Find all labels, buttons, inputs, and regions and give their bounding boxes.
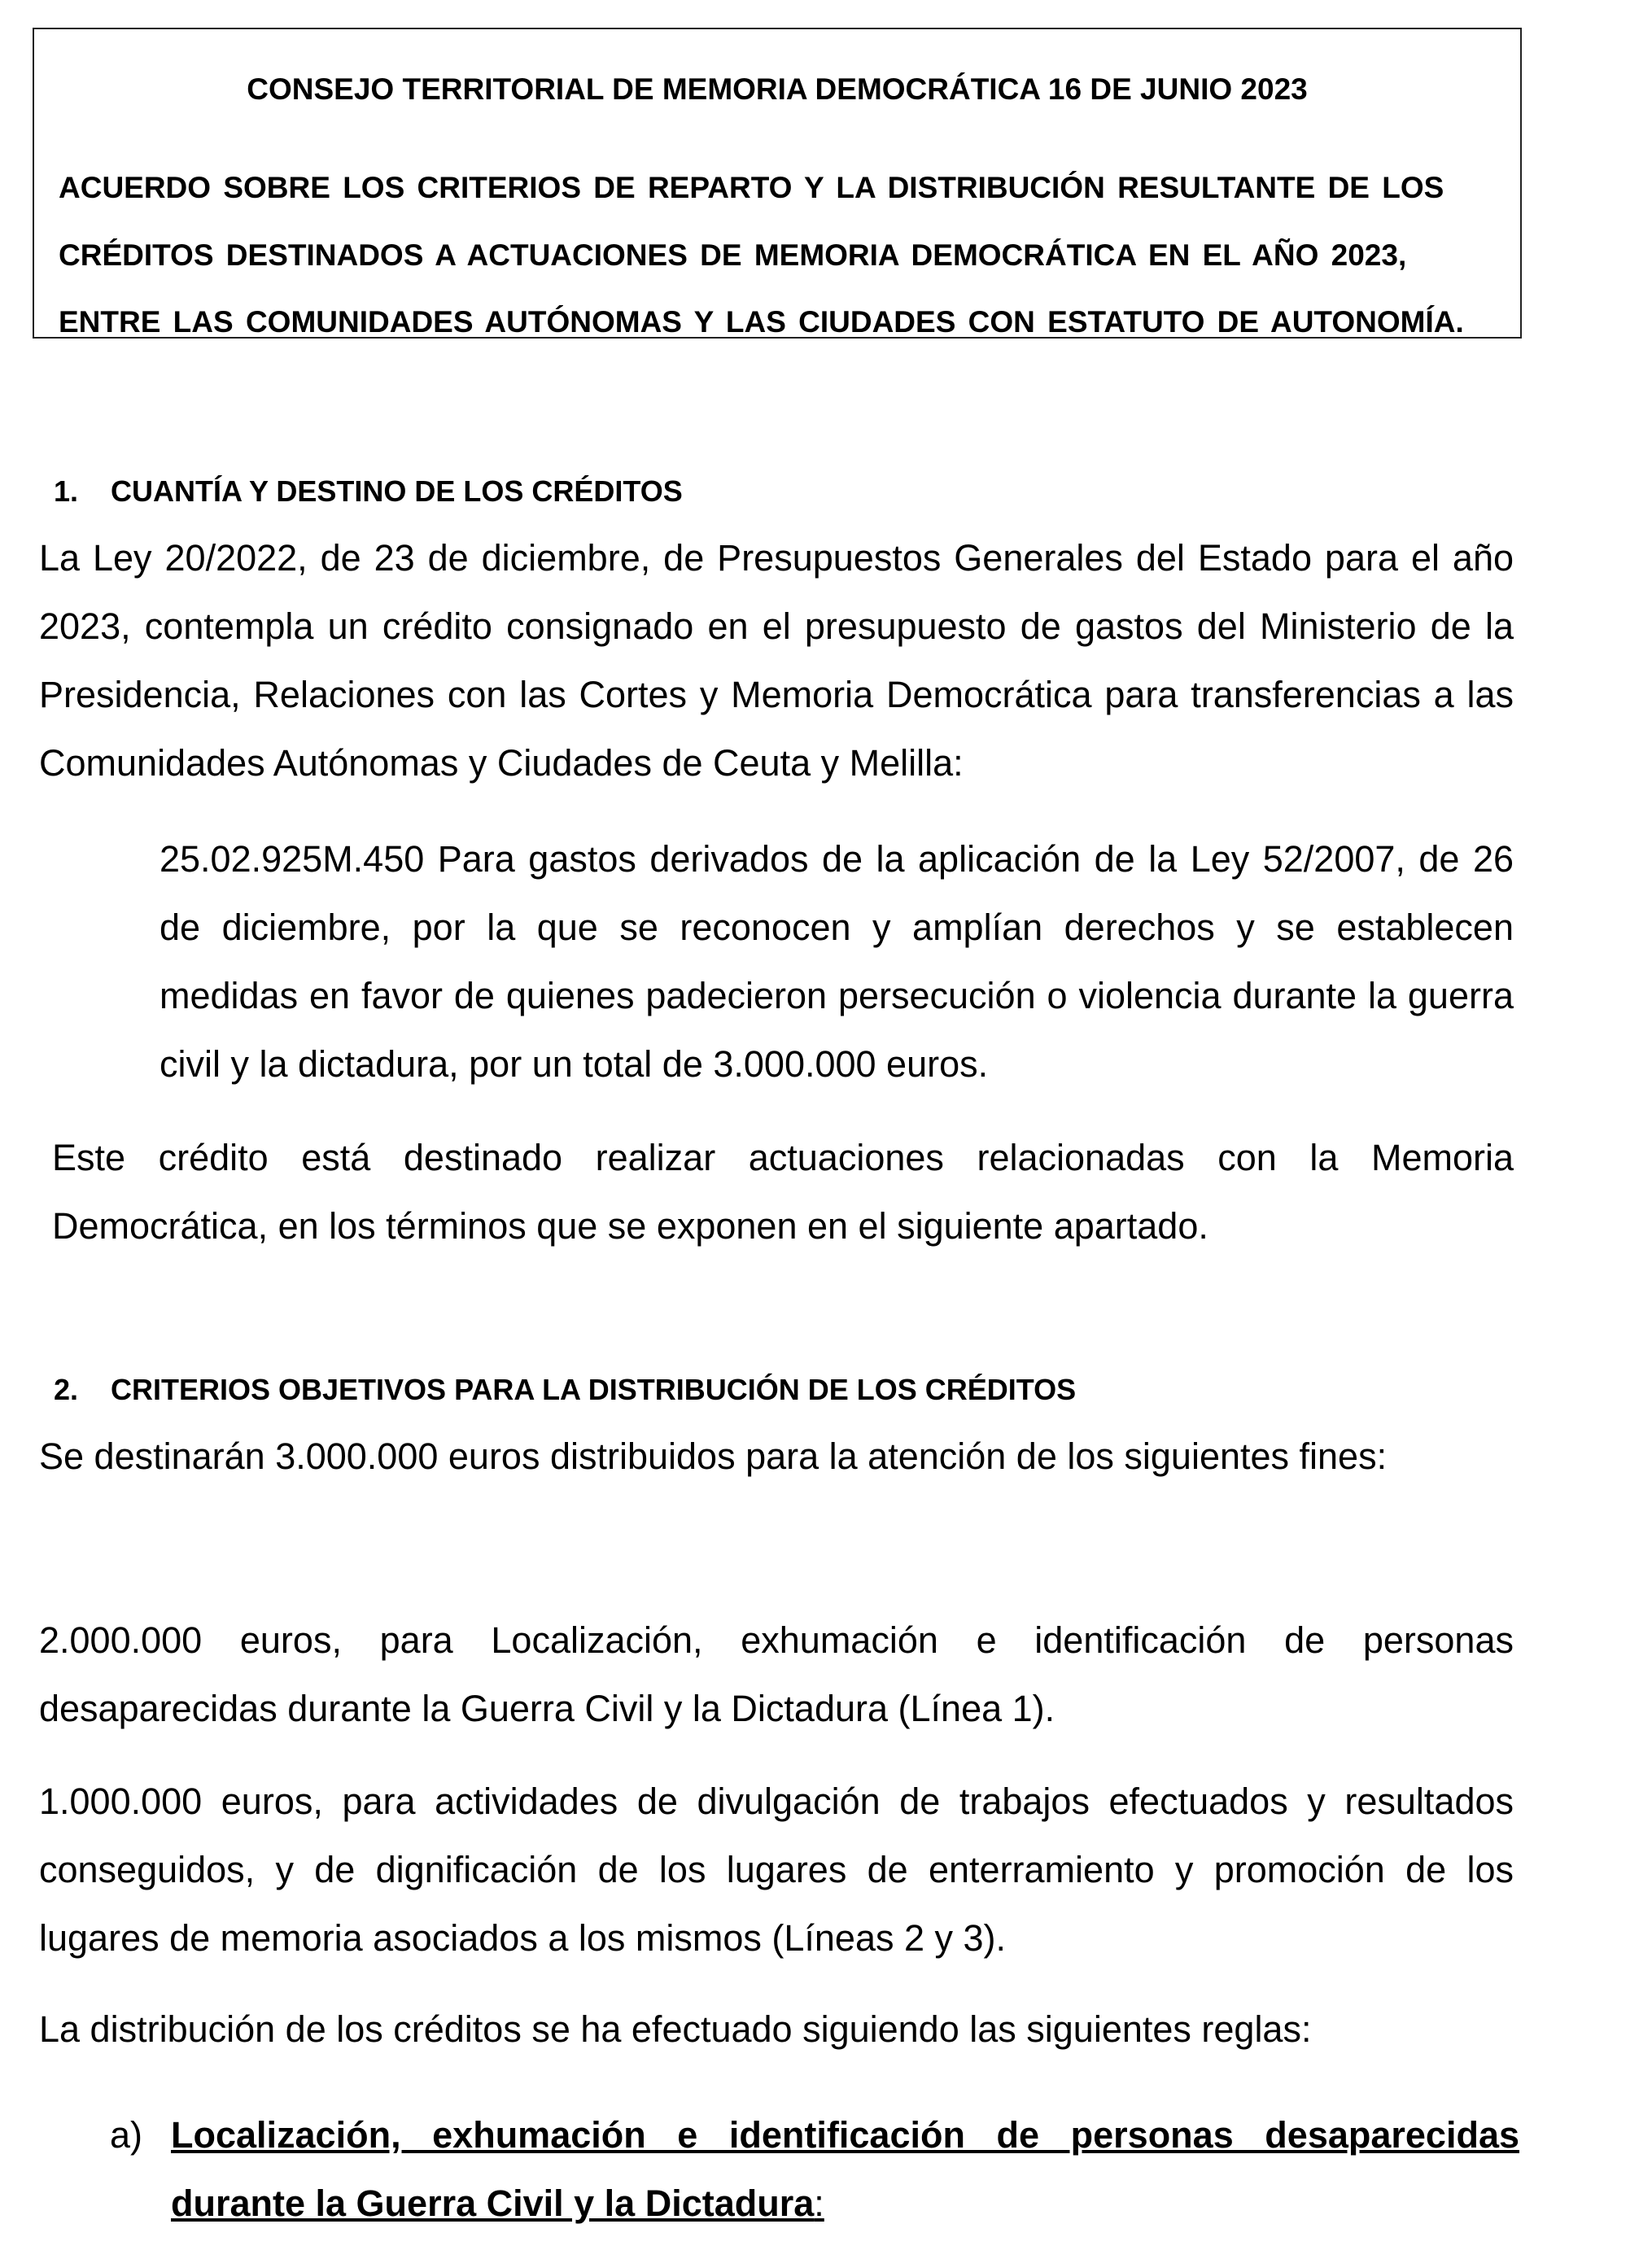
section-1-number: 1. [54,474,79,508]
section-1-title: CUANTÍA Y DESTINO DE LOS CRÉDITOS [111,474,683,508]
rule-a-heading-text: Localización, exhumación e identificación de personas desaparecidas durante la Guerra Civil y la Dictadura [171,2114,1519,2224]
section-1-intro-paragraph: La Ley 20/2022, de 23 de diciembre, de Presupuestos Generales del Estado para el año 2023, contempla un crédito consignado en el presupuesto de gastos del Ministerio de la Presidencia, Relaciones con las Cortes y Memoria Democrática para transferencias a las Comunidades Autónomas y Ciudades de Ceuta y Melilla: [39,537,1514,784]
rule-a-colon: : [814,2183,824,2224]
section-1-closing-paragraph: Este crédito está destinado realizar actuaciones relacionadas con la Memoria Democrática, en los términos que se exponen en el siguiente apartado. [52,1137,1514,1247]
section-2-title: CRITERIOS OBJETIVOS PARA LA DISTRIBUCIÓN DE LOS CRÉDITOS [111,1373,1077,1406]
agreement-title-line-1: ACUERDO SOBRE LOS CRITERIOS DE REPARTO Y LA DISTRIBUCIÓN RESULTANTE DE LOS [59,171,1444,204]
document-header-box [33,28,1522,339]
agreement-title-line-3: ENTRE LAS COMUNIDADES AUTÓNOMAS Y LAS CIUDADES CON ESTATUTO DE AUTONOMÍA. [59,305,1464,339]
allocation-lines-2-3-paragraph: 1.000.000 euros, para actividades de divulgación de trabajos efectuados y resultados conseguidos, y de dignificación de los lugares de enterramiento y promoción de los lugares de memoria asociados a los mismos (Líneas 2 y 3). [39,1781,1514,1959]
section-2-number: 2. [54,1373,79,1406]
allocation-line-1-paragraph: 2.000.000 euros, para Localización, exhumación e identificación de personas desaparecidas durante la Guerra Civil y la Dictadura (Línea 1). [39,1619,1514,1729]
rule-a-heading [171,2101,1519,2238]
document-title: CONSEJO TERRITORIAL DE MEMORIA DEMOCRÁTICA 16 DE JUNIO 2023 [247,72,1308,106]
section-1-heading [54,474,683,509]
section-2-intro-paragraph: Se destinarán 3.000.000 euros distribuidos para la atención de los siguientes fines: [39,1435,1388,1477]
distribution-rules-intro: La distribución de los créditos se ha efectuado siguiendo las siguientes reglas: [39,2008,1312,2050]
budget-line-quote: 25.02.925M.450 Para gastos derivados de la aplicación de la Ley 52/2007, de 26 de diciembre, por la que se reconocen y amplían derechos y se establecen medidas en favor de quienes padecieron persecución o violencia durante la guerra civil y la dictadura, por un total de 3.000.000 euros. [160,838,1514,1085]
list-marker-a: a) [110,2114,143,2156]
section-2-heading [54,1372,1076,1408]
agreement-title-line-2: CRÉDITOS DESTINADOS A ACTUACIONES DE MEMORIA DEMOCRÁTICA EN EL AÑO 2023, [59,238,1407,272]
